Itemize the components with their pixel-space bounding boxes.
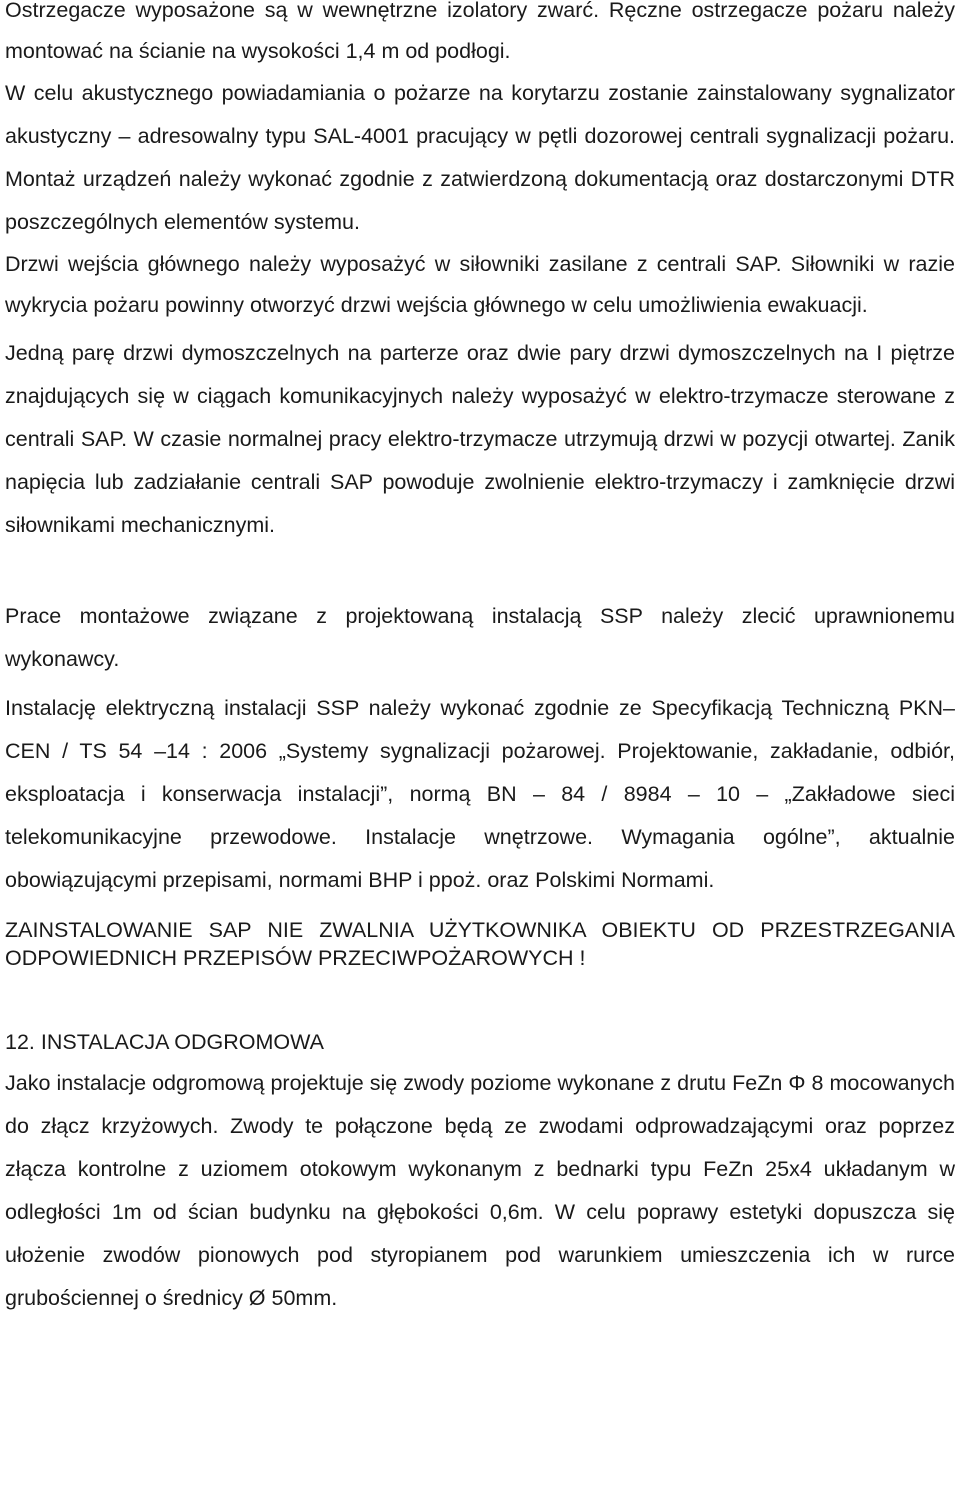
paragraph-electrical-standards: Instalację elektryczną instalacji SSP należy wykonać zgodnie ze Specyfikacją Techniczną PKN– CEN / TS 54 –14 : 2006 „Systemy sygnalizacji pożarowej. Projektowanie, zakładanie, odbiór, eksploatacja i konserwacja instalacji”, normą BN – 84 / 8984 – 10 – „Zakładowe sieci telekomunikacyjne przewodowe. Instalacje wnętrzowe. Wymagania ogólne”, aktualnie obowiązującymi przepisami, normami BHP i ppoż. oraz Polskimi Normami. [5, 696, 955, 892]
paragraph-acoustic-signaller: W celu akustycznego powiadamiania o pożarze na korytarzu zostanie zainstalowany sygnalizator akustyczny – adresowalny typu SAL-4001 pracujący w pętli dozorowej centrali sygnalizacji pożaru. Montaż urządzeń należy wykonać zgodnie z zatwierdzoną dokumentacją oraz dostarczonymi DTR poszczególnych elementów systemu. [5, 81, 955, 234]
paragraph-main-door-actuators: Drzwi wejścia głównego należy wyposażyć w siłowniki zasilane z centrali SAP. Siłowniki w razie wykrycia pożaru powinny otworzyć drzwi wejścia głównego w celu umożliwienia ewakuacji. [5, 252, 955, 317]
document-page [5, 0, 955, 1320]
paragraph-warning-notice: ZAINSTALOWANIE SAP NIE ZWALNIA UŻYTKOWNIKA OBIEKTU OD PRZESTRZEGANIA ODPOWIEDNICH PRZEPISÓW PRZECIWPOŻAROWYCH ! [5, 918, 955, 970]
paragraph-installation-works: Prace montażowe związane z projektowaną instalacją SSP należy zlecić uprawnionemu wykonawcy. [5, 604, 955, 671]
paragraph-call-points: Ostrzegacze wyposażone są w wewnętrzne izolatory zwarć. Ręczne ostrzegacze pożaru należy montować na ścianie na wysokości 1,4 m od podłogi. [5, 0, 955, 63]
spacer [5, 972, 955, 1028]
section-heading-lightning: 12. INSTALACJA ODGROMOWA [5, 1030, 324, 1054]
paragraph-lightning-protection: Jako instalacje odgromową projektuje się zwody poziome wykonane z drutu FeZn Φ 8 mocowanych do złącz krzyżowych. Zwody te połączone będą ze zwodami odprowadzającymi oraz poprzez złącza kontrolne z uziomem otokowym wykonanym z bednarki typu FeZn 25x4 układanym w odległości 1m od ścian budynku na głębokości 0,6m. W celu poprawy estetyki dopuszcza się ułożenie zwodów pionowych pod styropianem pod warunkiem umieszczenia ich w rurce grubościennej o średnicy Ø 50mm. [5, 1071, 955, 1310]
spacer [5, 902, 955, 916]
paragraph-smoke-doors: Jedną parę drzwi dymoszczelnych na parterze oraz dwie pary drzwi dymoszczelnych na I piętrze znajdujących się w ciągach komunikacyjnych należy wyposażyć w elektro-trzymacze sterowane z centrali SAP. W czasie normalnej pracy elektro-trzymacze utrzymują drzwi w pozycji otwartej. Zanik napięcia lub zadziałanie centrali SAP powoduje zwolnienie elektro-trzymaczy i zamknięcie drzwi siłownikami mechanicznymi. [5, 341, 955, 537]
spacer [5, 547, 955, 595]
